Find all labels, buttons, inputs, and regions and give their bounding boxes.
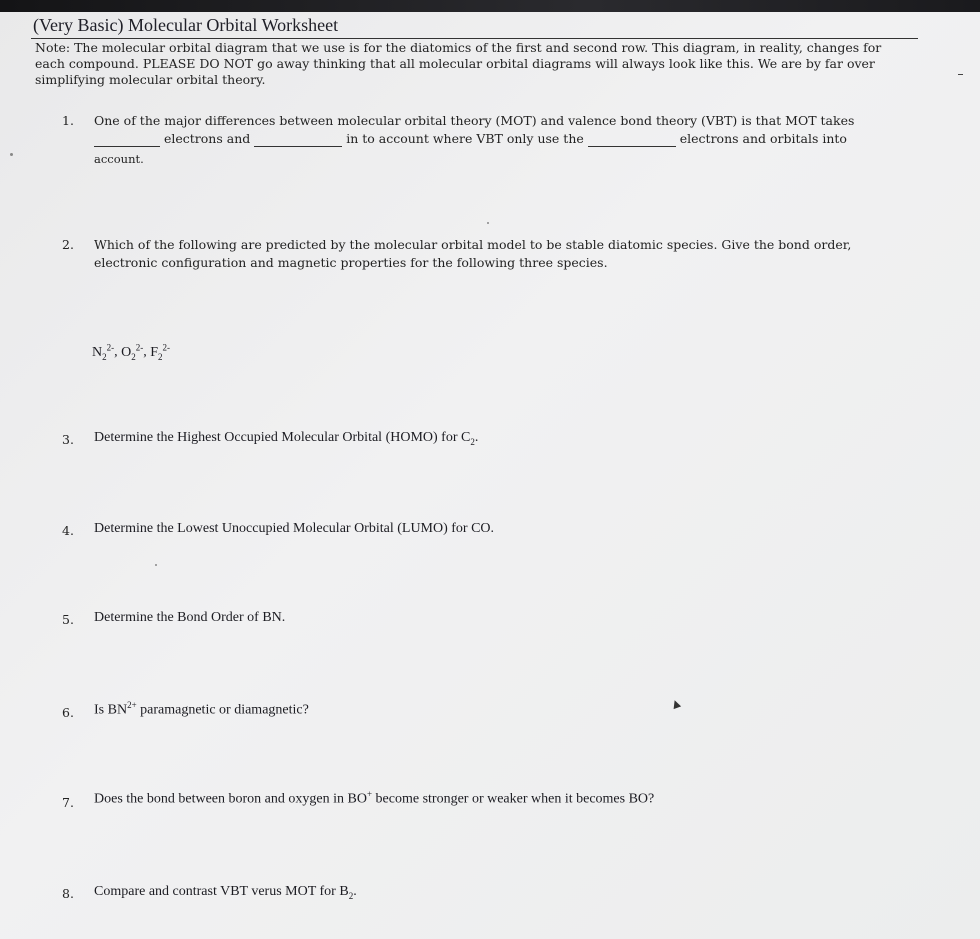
q5-text: Determine the Bond Order of BN. [94, 610, 286, 625]
q7-number: 7. [62, 795, 74, 810]
q2-line-2: electronic configuration and magnetic properties for the following three species. [94, 255, 608, 270]
dust-speck [10, 153, 13, 156]
q1-line-2 [94, 131, 847, 147]
worksheet-page [0, 12, 980, 939]
q3-number: 3. [62, 432, 74, 447]
q1-blank-3[interactable] [588, 131, 676, 147]
species-o2: $O_2^{2-}$ [121, 342, 144, 362]
q5-number: 5. [62, 612, 74, 627]
q6-text: Is $BN^{2+}$ paramagnetic or diamagnetic? [94, 700, 309, 718]
mouse-pointer-icon [671, 699, 681, 709]
dust-speck [155, 564, 157, 566]
q1-seg-a: electrons and [163, 131, 251, 146]
q1-blank-2[interactable] [254, 131, 342, 147]
q1-line-1: One of the major differences between molecular orbital theory (MOT) and valence bond theory (VBT) is that MOT takes [94, 113, 855, 128]
note-line-1: Note: The molecular orbital diagram that we use is for the diatomics of the first and second row. This diagram, in reality, changes for [35, 40, 882, 55]
stray-dash [958, 74, 963, 75]
q2-species-list: $N_2^{2-}$, $O_2^{2-}$, $F_2^{2-}$ [92, 342, 171, 362]
title-underline [31, 38, 918, 39]
q1-seg-c: electrons and orbitals into [679, 131, 847, 146]
q7-text: Does the bond between boron and oxygen in BO+ become stronger or weaker when it becomes BO? [94, 789, 655, 807]
q6-number: 6. [62, 705, 74, 720]
species-n2: $N_2^{2-}$ [92, 342, 115, 362]
note-rest: each compound. PLEASE DO NOT go away thinking that all molecular orbital diagrams will always look like this. We are by far over simplifying molecular orbital theory. [35, 56, 875, 87]
note-paragraph [35, 40, 905, 88]
q2-number: 2. [62, 237, 74, 252]
q1-line-3: account. [94, 152, 144, 166]
q4-number: 4. [62, 523, 74, 538]
q2-line-1: Which of the following are predicted by the molecular orbital model to be stable diatomic species. Give the bond order, [94, 237, 852, 252]
q1-seg-b: in to account where VBT only use the [346, 131, 584, 146]
q8-number: 8. [62, 886, 74, 901]
species-f2: $F_2^{2-}$ [150, 342, 171, 362]
dust-speck [487, 222, 489, 224]
q1-number: 1. [62, 113, 74, 128]
q4-text: Determine the Lowest Unoccupied Molecular Orbital (LUMO) for CO. [94, 521, 495, 536]
q3-text: Determine the Highest Occupied Molecular Orbital (HOMO) for $C_2$. [94, 430, 479, 447]
photo-top-edge [0, 0, 980, 12]
q1-blank-1[interactable] [94, 131, 160, 147]
worksheet-title: (Very Basic) Molecular Orbital Worksheet [33, 15, 339, 35]
q8-text: Compare and contrast VBT verus MOT for $B_2$. [94, 884, 357, 901]
